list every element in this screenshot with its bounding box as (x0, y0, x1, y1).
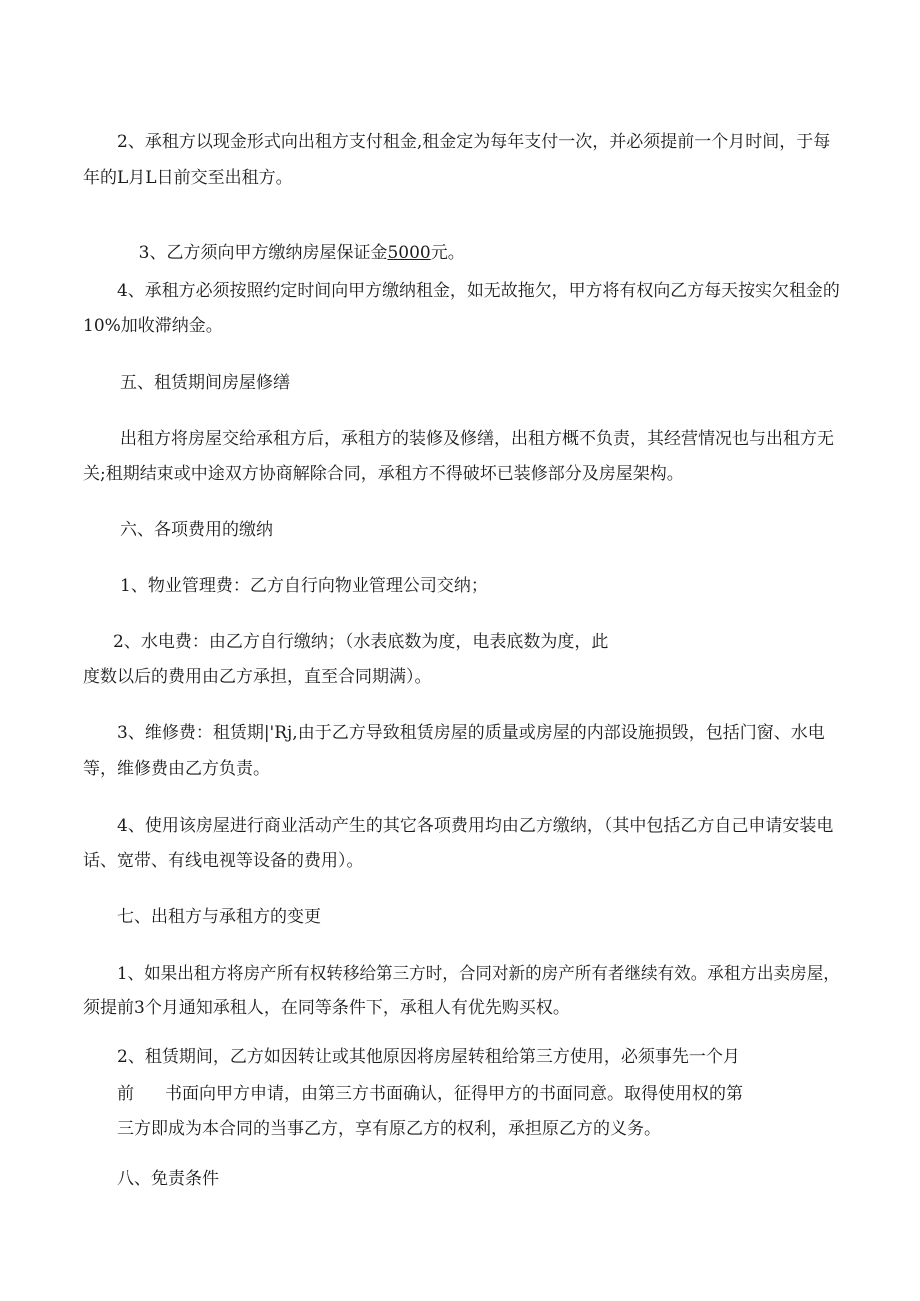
sublease-line-2b: 书面向甲方申请，由第三方书面确认，征得甲方的书面同意。取得使用权的第 (165, 1084, 743, 1104)
section-heading-fees: 六、各项费用的缴纳 (120, 520, 273, 540)
repairs-line-1: 出租方将房屋交给承租方后，承租方的装修及修缮，出租方概不负责，其经营情况也与出租方无 (120, 429, 834, 449)
other-fees-line-1: 4、使用该房屋进行商业活动产生的其它各项费用均由乙方缴纳，（其中包括乙方自己申请安装电 (117, 816, 834, 836)
deposit-prefix: 3、乙方须向甲方缴纳房屋保证金 (138, 243, 388, 263)
sublease-line-2a: 前 (117, 1084, 134, 1104)
deposit-amount: 5000 (387, 243, 431, 263)
deposit-suffix: 元。 (430, 243, 465, 263)
section-heading-exemption: 八、免责条件 (117, 1169, 219, 1189)
section-heading-changes: 七、出租方与承租方的变更 (117, 907, 321, 927)
transfer-owner-line-1: 1、如果出租方将房产所有权转移给第三方时，合同对新的房产所有者继续有效。承租方出卖房屋， (117, 964, 840, 984)
sublease-line-3: 三方即成为本合同的当事乙方，享有原乙方的权利，承担原乙方的义务。 (117, 1119, 661, 1139)
maintenance-line-2: 等，维修费由乙方负责。 (83, 759, 270, 779)
rent-payment-line-1: 2、承租方以现金形式向出租方支付租金,租金定为每年支付一次，并必须提前一个月时间，于每 (117, 132, 831, 152)
deposit-line (117, 228, 465, 279)
repairs-line-2: 关;租期结束或中途双方协商解除合同，承租方不得破坏已装修部分及房屋架构。 (83, 464, 684, 484)
late-fee-line-1: 4、承租方必须按照约定时间向甲方缴纳租金，如无故拖欠，甲方将有权向乙方每天按实欠租金的 (117, 281, 840, 301)
property-fee-line: 1、物业管理费：乙方自行向物业管理公司交纳； (120, 576, 488, 596)
utilities-line-2: 度数以后的费用由乙方承担，直至合同期满）。 (83, 667, 432, 687)
maintenance-line-1: 3、维修费：租赁期|'Rj,由于乙方导致租赁房屋的质量或房屋的内部设施损毁，包括门窗、水电 (117, 723, 825, 743)
utilities-line-1: 2、水电费：由乙方自行缴纳；（水表底数为度，电表底数为度，此 (113, 632, 609, 652)
transfer-owner-line-2: 须提前3个月通知承租人，在同等条件下，承租人有优先购买权。 (83, 998, 570, 1018)
sublease-line-1: 2、租赁期间，乙方如因转让或其他原因将房屋转租给第三方使用，必须事先一个月 (117, 1047, 740, 1067)
section-heading-repairs: 五、租赁期间房屋修缮 (120, 373, 290, 393)
late-fee-line-2: 10%加收滞纳金。 (83, 316, 223, 336)
other-fees-line-2: 话、宽带、有线电视等设备的费用）。 (83, 851, 364, 871)
rent-payment-line-2: 年的L月L日前交至出租方。 (83, 168, 293, 188)
